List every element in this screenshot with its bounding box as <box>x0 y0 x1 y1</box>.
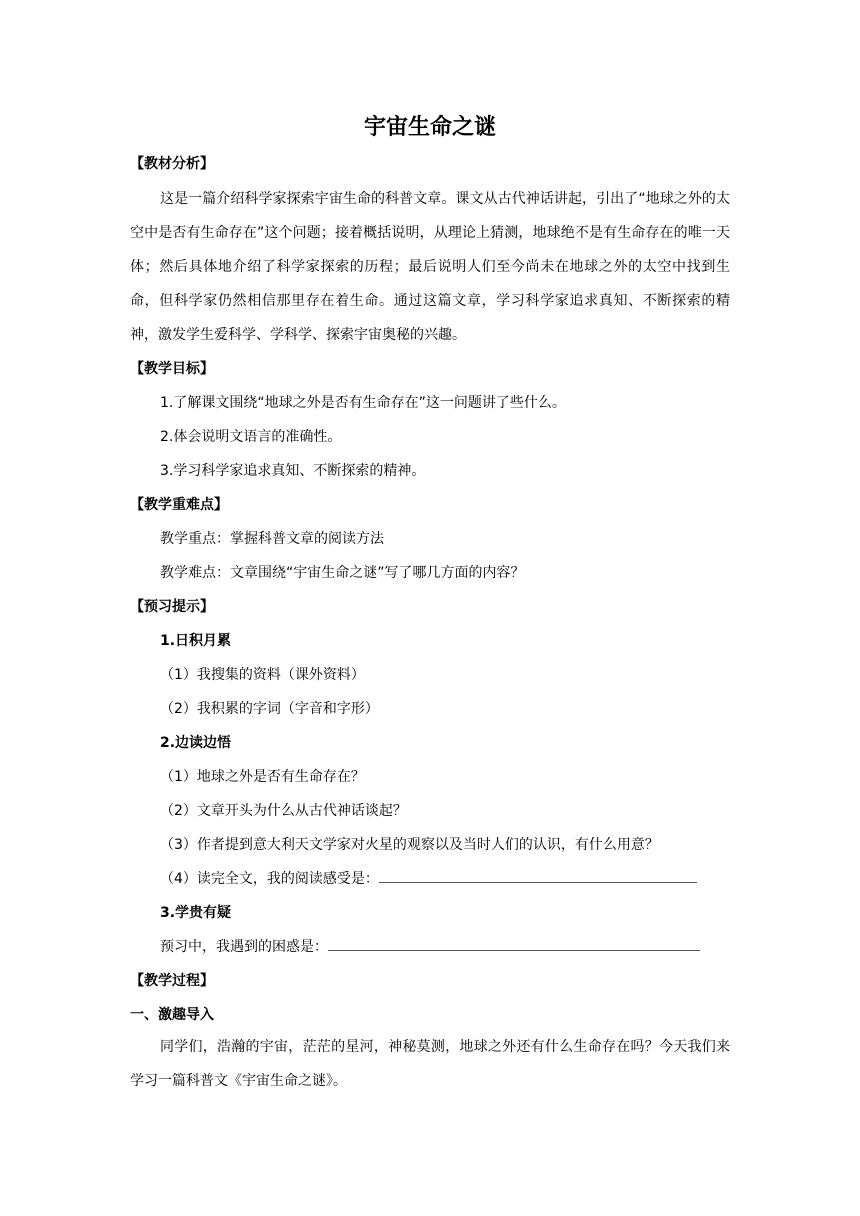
section-heading-teaching-goals: 【教学目标】 <box>130 361 214 377</box>
preview-subhead-1: 1.日积月累 <box>160 633 232 649</box>
section-heading-preview-tips: 【预习提示】 <box>130 599 214 615</box>
key-point: 教学重点：掌握科普文章的阅读方法 <box>160 531 384 547</box>
goal-item-1: 1.了解课文围绕“地球之外是否有生命存在”这一问题讲了些什么。 <box>160 395 566 411</box>
preview-item-1-1: （1）我搜集的资料（课外资料） <box>160 667 365 683</box>
section-heading-teaching-process: 【教学过程】 <box>130 973 214 989</box>
preview-item-1-2: （2）我积累的字词（字音和字形） <box>160 701 379 717</box>
difficult-point: 教学难点：文章围绕“宇宙生命之谜”写了哪几方面的内容？ <box>160 565 525 581</box>
answer-blank-reading-feeling[interactable] <box>379 868 697 883</box>
document-title: 宇宙生命之谜 <box>363 115 496 140</box>
preview-item-3-text: 预习中，我遇到的困惑是： <box>160 939 328 955</box>
preview-item-2-4 <box>160 868 760 890</box>
goal-item-3: 3.学习科学家追求真知、不断探索的精神。 <box>160 463 426 479</box>
preview-item-2-4-text: （4）读完全文，我的阅读感受是： <box>160 871 379 887</box>
step-1-paragraph: 同学们，浩瀚的宇宙，茫茫的星河，神秘莫测，地球之外还有什么生命存在吗？今天我们来学习一篇科普文《宇宙生命之谜》。 <box>130 1039 730 1089</box>
textbook-analysis-paragraph: 这是一篇介绍科学家探索宇宙生命的科普文章。课文从古代神话讲起，引出了“地球之外的太空中是否有生命存在”这个问题；接着概括说明，从理论上猜测，地球绝不是有生命存在的唯一天体；然后具体地介绍了科学家探索的历程；最后说明人们至今尚未在地球之外的太空中找到生命，但科学家仍然相信那里存在着生命。通过这篇文章，学习科学家追求真知、不断探索的精神，激发学生爱科学、学科学、探索宇宙奥秘的兴趣。 <box>130 191 730 343</box>
preview-item-2-1: （1）地球之外是否有生命存在？ <box>160 769 365 785</box>
preview-item-3 <box>160 936 760 958</box>
preview-item-2-2: （2）文章开头为什么从古代神话谈起？ <box>160 803 407 819</box>
section-heading-key-difficult: 【教学重难点】 <box>130 497 228 513</box>
answer-blank-confusion[interactable] <box>328 936 700 951</box>
preview-subhead-3: 3.学贵有疑 <box>160 905 232 921</box>
preview-subhead-2: 2.边读边悟 <box>160 735 232 751</box>
preview-item-2-3: （3）作者提到意大利天文学家对火星的观察以及当时人们的认识，有什么用意？ <box>160 837 659 853</box>
section-heading-textbook-analysis: 【教材分析】 <box>130 156 214 172</box>
goal-item-2: 2.体会说明文语言的准确性。 <box>160 429 342 445</box>
step-heading-1: 一、激趣导入 <box>130 1007 214 1023</box>
